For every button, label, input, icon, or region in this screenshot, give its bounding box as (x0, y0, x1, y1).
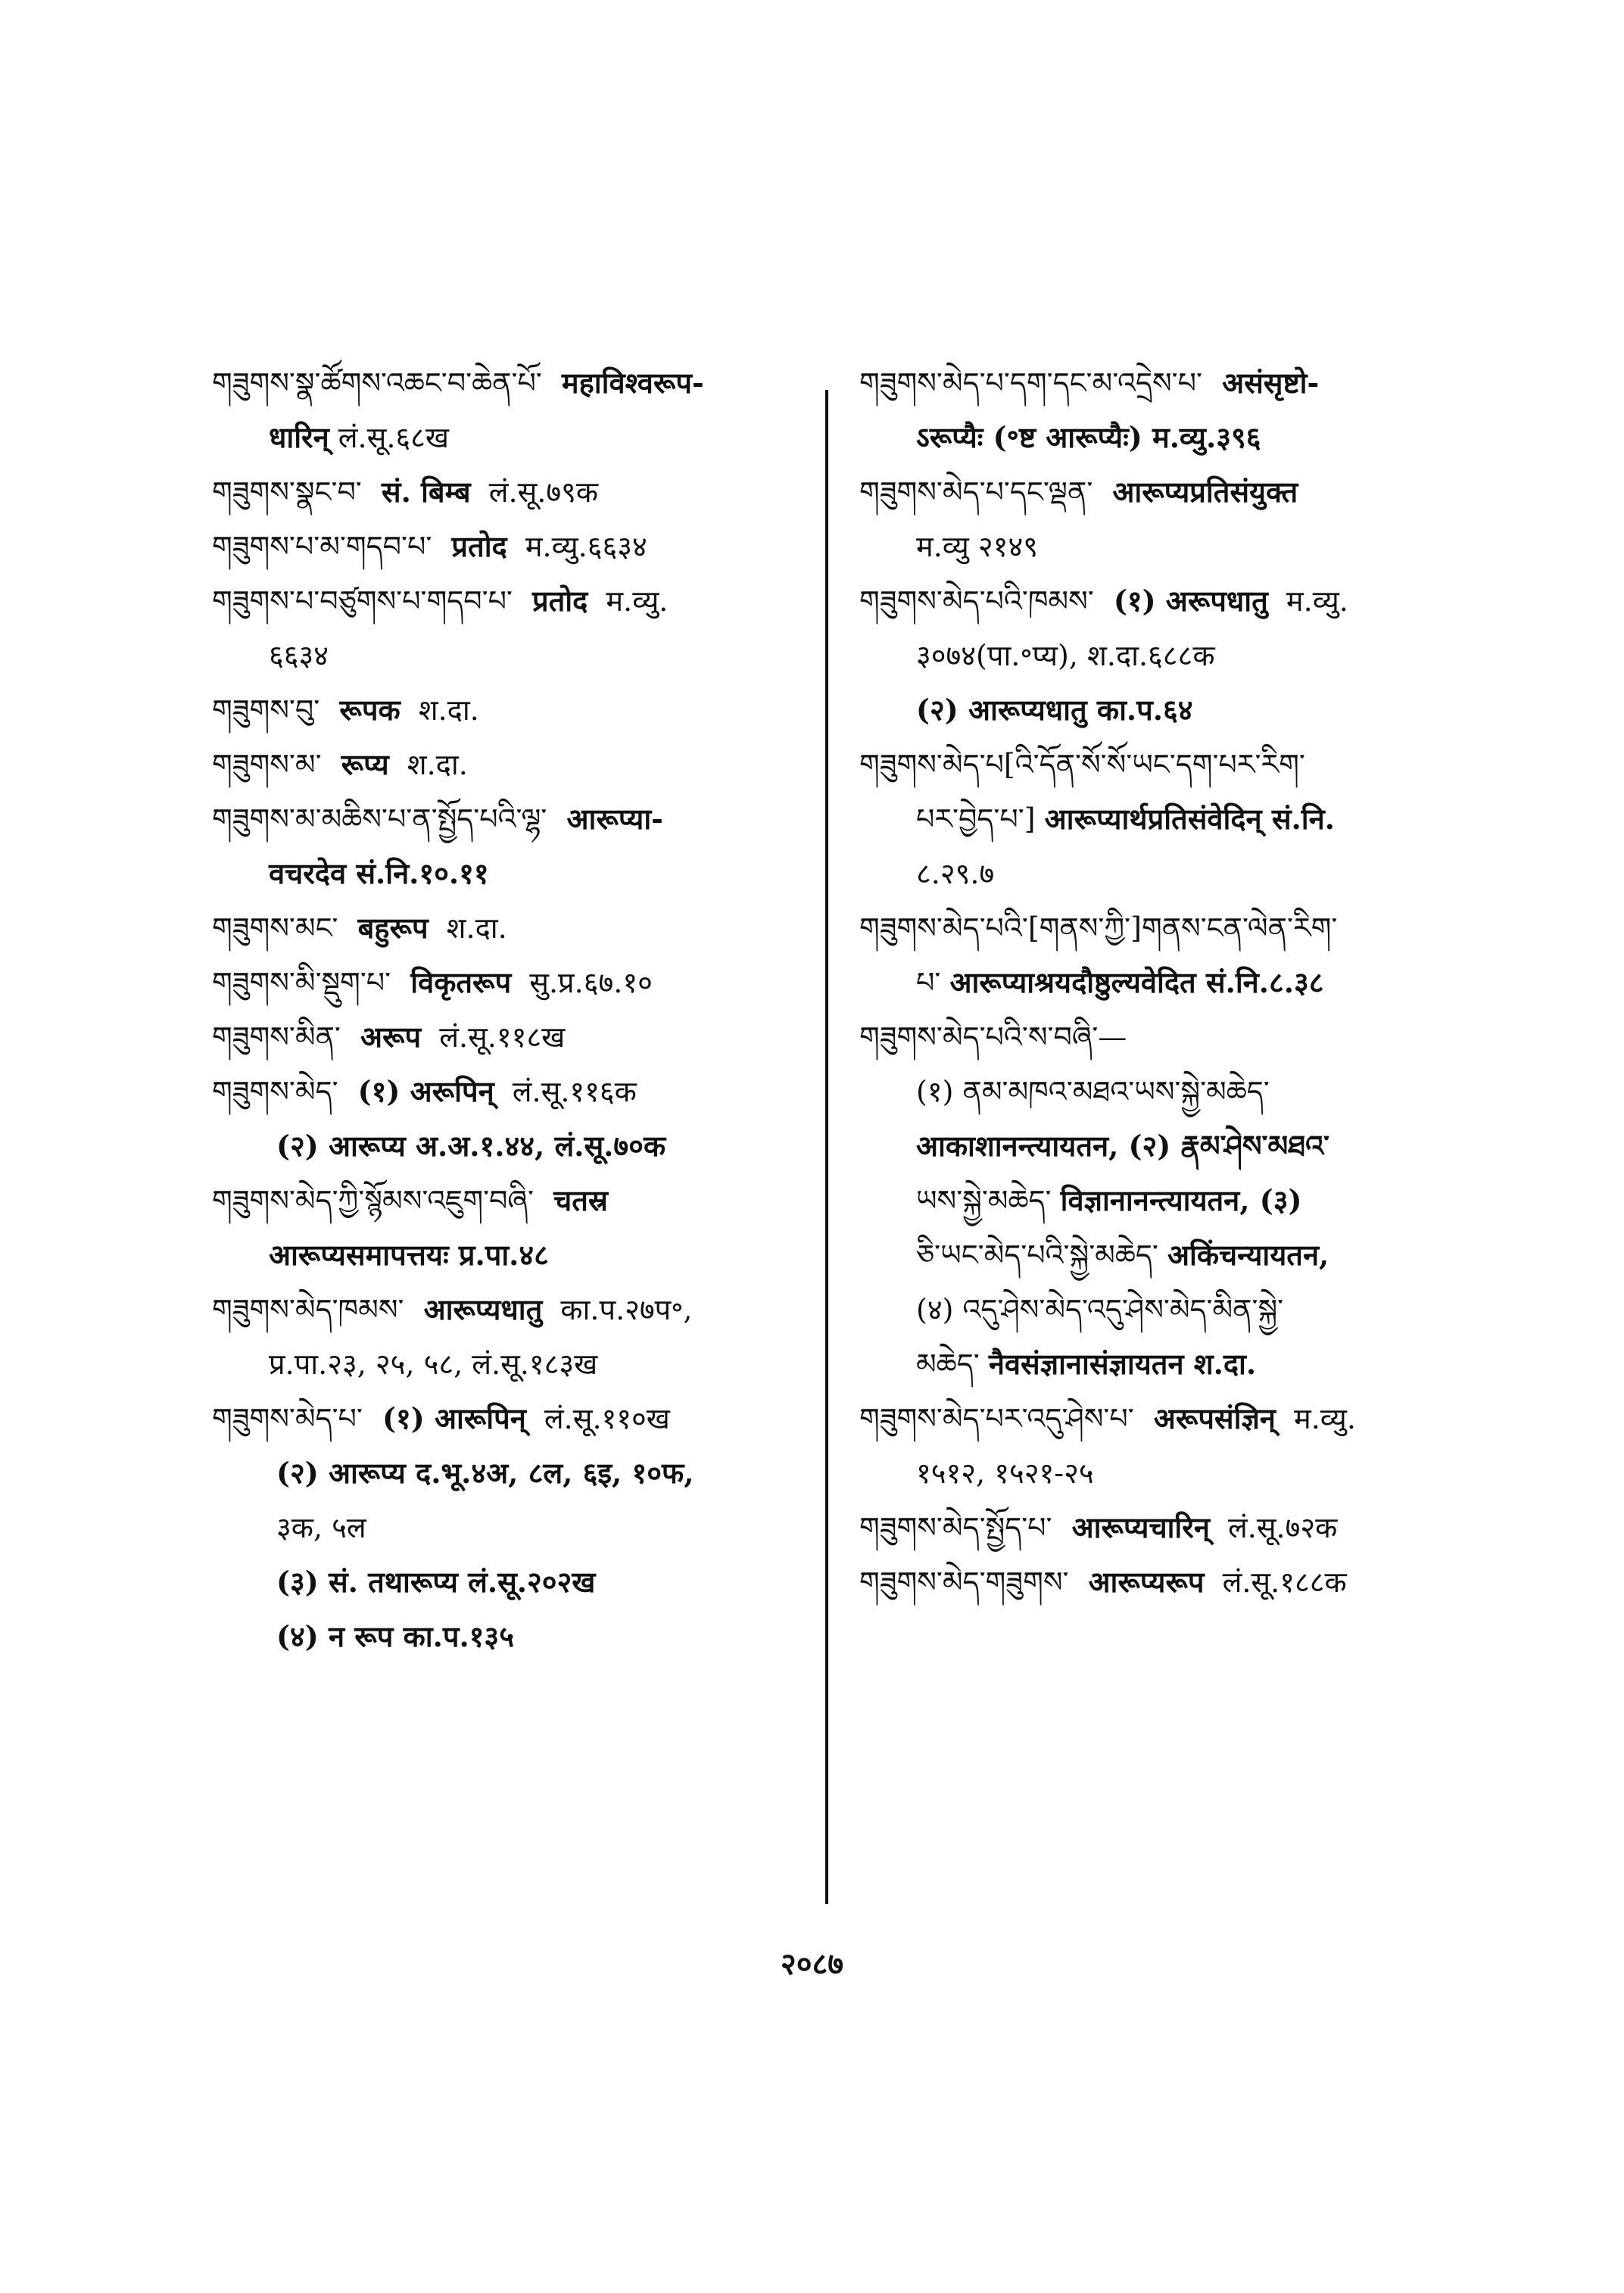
reference: म.व्यु.६६३४ (525, 530, 647, 563)
tibetan-headword: གཟུགས་པ་མ་གདབ་པ་ (212, 530, 432, 563)
entry-continuation: आरूप्यसमापत्तयः प्र.पा.४८ (269, 1238, 549, 1272)
entry-continuation: धारिन् लं.सू.६८ख (269, 420, 449, 454)
reference: म.व्यु. (606, 584, 669, 618)
entry (212, 465, 924, 519)
reference: श.दा. (407, 748, 468, 781)
sub-sense: (२) आरूप्य अ.अ.१.४४, लं.सू.७०क (276, 1129, 666, 1163)
sanskrit-equivalent: सं. बिम्ब (381, 475, 471, 509)
tibetan-headword: གཟུགས་མེད་པ[འི་དོན་སོ་སོ་ཡང་དག་པར་རིག་ (859, 748, 1305, 781)
tibetan-headword: གཟུགས་མ་ (212, 748, 322, 781)
sub-sense: ཡས་སྐྱེ་མཆེད་ विज्ञानानन्त्यायतन, (३) (916, 1183, 1302, 1217)
tibetan-headword: གཟུགས་མི་སྡུག་པ་ (212, 966, 391, 999)
entry (212, 1282, 924, 1391)
entry (212, 1173, 924, 1282)
right-column (859, 356, 1571, 1609)
entry-continuation: ऽरूप्यैः (॰ष्ट आरूप्यैः) म.व्यु.३९६ (916, 420, 1261, 454)
entry (212, 574, 924, 683)
sub-sense: ३क, ५ल (276, 1511, 366, 1544)
reference: लं.सू.७९क (488, 475, 599, 509)
entry-continuation: པར་བྱེད་པ་] आरूप्यार्थप्रतिसंवेदिन् सं.नि. (916, 802, 1335, 836)
sub-sense: (४) न रूप का.प.१३५ (276, 1619, 514, 1653)
sub-sense: आकाशानन्त्यायतन, (२) རྣམ་ཤེས་མཐའ་ (916, 1129, 1330, 1163)
sanskrit-equivalent: आरूप्यधातु (423, 1292, 543, 1326)
tibetan-headword: གཟུགས་མེད་པ་ (212, 1402, 363, 1435)
tibetan-headword: གཟུགས་མེད་པའི་ཁམས་ (859, 584, 1094, 618)
sub-sense: ཅི་ཡང་མེད་པའི་སྐྱེ་མཆེད་ अकिंचन्यायतन, (916, 1238, 1329, 1272)
sanskrit-equivalent: रूप्य (341, 747, 389, 781)
sanskrit-equivalent: आरूप्यरूप (1088, 1565, 1205, 1599)
tibetan-headword: གཟུགས་མེད་གཟུགས་ (859, 1566, 1069, 1599)
entry-continuation: ३०७४(पा.॰प्य), श.दा.६८८क (916, 639, 1215, 672)
entry (212, 1391, 924, 1664)
entry-continuation: པ་ आरूप्याश्रयदौष्ठुल्यवेदित सं.नि.८.३८ (916, 965, 1324, 999)
reference: श.दा. (418, 693, 479, 727)
tibetan-headword: གཟུགས་མེད་ཀྱི་སྙོམས་འཇུག་བཞི་ (212, 1184, 534, 1217)
entry-continuation: १५१२, १५२१-२५ (916, 1456, 1094, 1490)
tibetan-headword: གཟུགས་མིན་ (212, 1020, 341, 1054)
sanskrit-equivalent: विकृतरूप (410, 965, 512, 999)
sub-sense: (१) ནམ་མཁའ་མཐའ་ཡས་སྐྱེ་མཆེད་ (916, 1075, 1270, 1108)
entry (212, 356, 924, 465)
sanskrit-equivalent: अरूपसंज्ञिन् (1153, 1401, 1276, 1435)
sanskrit-equivalent: प्रतोद (532, 584, 588, 618)
sub-sense: (३) सं. तथारूप्य लं.सू.२०२ख (276, 1565, 596, 1599)
sanskrit-equivalent: (१) अरूपिन् (357, 1074, 494, 1108)
entry (859, 465, 1571, 574)
entry (859, 1391, 1571, 1500)
entry-continuation: म.व्यु २१४९ (916, 530, 1038, 563)
tibetan-headword: གཟུགས་མེད་ཁམས་ (212, 1293, 404, 1326)
sanskrit-equivalent: चतस्र (553, 1183, 608, 1217)
sanskrit-equivalent: (१) अरूपधातु (1113, 584, 1268, 618)
entry (212, 901, 924, 955)
left-column (212, 356, 924, 1664)
entry (859, 901, 1571, 1010)
entry (212, 519, 924, 574)
reference: सु.प्र.६७.१० (529, 966, 653, 999)
tibetan-headword: གཟུགས་སྣ་ཚོགས་འཆང་བ་ཆེན་པོ་ (212, 366, 542, 400)
column-divider (825, 390, 828, 1904)
tibetan-headword: གཟུགས་བུ་ (212, 693, 320, 727)
entry (859, 574, 1571, 737)
entry (212, 737, 924, 792)
entry (212, 1064, 924, 1173)
sub-sense: (२) आरूप्यधातु का.प.६४ (916, 693, 1193, 727)
entry-continuation: ८.२९.७ (916, 857, 995, 890)
tibetan-headword: གཟུགས་མེད་པ་དང་ལྡན་ (859, 475, 1093, 509)
tibetan-headword: གཟུགས་མ་མཆིས་པ་ན་སྤྱོད་པའི་ལྷ་ (212, 802, 547, 836)
tibetan-headword: གཟུགས་མང་ (212, 911, 338, 945)
entry (859, 737, 1571, 901)
entry (212, 683, 924, 737)
tibetan-headword: གཟུགས་མེད་པར་འདུ་ཤེས་པ་ (859, 1402, 1134, 1435)
tibetan-headword: གཟུགས་མེད་ (212, 1075, 338, 1108)
tibetan-headword: གཟུགས་མེད་པ་དག་དང་མ་འདྲེས་པ་ (859, 366, 1202, 400)
sanskrit-equivalent: आरूप्या- (566, 802, 663, 836)
reference: लं.सू.७२क (1228, 1511, 1338, 1544)
tibetan-headword: གཟུགས་པ་བཙུགས་པ་གདབ་པ་ (212, 584, 513, 618)
reference: लं.सू.११६क (512, 1075, 637, 1108)
reference: लं.सू.६८ख (338, 421, 449, 454)
entry (859, 1555, 1571, 1609)
sanskrit-equivalent: रूपक (339, 693, 401, 727)
reference: लं.सू.११८ख (439, 1020, 566, 1054)
sanskrit-equivalent: महाविश्वरूप- (561, 366, 704, 400)
sanskrit-equivalent: अरूप (360, 1020, 422, 1054)
sanskrit-equivalent: असंसृष्टो- (1222, 366, 1320, 400)
entry (212, 955, 924, 1010)
reference: लं.सू.१८८क (1222, 1566, 1347, 1599)
sanskrit-equivalent: आरूप्यप्रतिसंयुक्त (1112, 475, 1298, 509)
sanskrit-equivalent: आरूप्यचारिन् (1071, 1510, 1210, 1544)
tibetan-headword: གཟུགས་མེད་པའི་ས་བཞི་— (859, 1020, 1127, 1054)
entry (212, 1010, 924, 1064)
tibetan-headword: གཟུགས་མེད་པའི་[གནས་ཀྱི་]གནས་ངན་ལེན་རིག་ (859, 911, 1338, 945)
tibetan-headword: གཟུགས་མེད་སྤྱོད་པ་ (859, 1511, 1052, 1544)
sanskrit-equivalent: प्रतोद (451, 529, 507, 563)
page-number: २०८७ (780, 1946, 844, 1982)
entry-continuation: ६६३४ (269, 639, 329, 672)
sub-sense: མཆེད་ नैवसंज्ञानासंज्ञायतन श.दा. (916, 1347, 1257, 1381)
entry-continuation: प्र.पा.२३, २५, ५८, लं.सू.१८३ख (269, 1347, 598, 1381)
reference: म.व्यु. (1286, 584, 1348, 618)
entry (859, 1500, 1571, 1555)
sanskrit-equivalent: (१) आरूपिन् (382, 1401, 526, 1435)
reference: श.दा. (446, 911, 507, 945)
reference: लं.सू.११०ख (544, 1402, 670, 1435)
sub-sense: (४) འདུ་ཤེས་མེད་འདུ་ཤེས་མེད་མིན་སྐྱེ་ (916, 1293, 1284, 1326)
sub-sense: (२) आरूप्य द.भू.४अ, ८ल, ६इ, १०फ, (276, 1456, 694, 1490)
reference: म.व्यु. (1294, 1402, 1356, 1435)
entry (212, 792, 924, 901)
reference: का.प.२७प॰, (560, 1293, 693, 1326)
entry (859, 356, 1571, 465)
entry (859, 1010, 1571, 1391)
tibetan-headword: གཟུགས་སྣང་བ་ (212, 475, 362, 509)
sanskrit-equivalent: बहुरूप (357, 911, 429, 945)
entry-continuation: वचरदेव सं.नि.१०.११ (269, 856, 489, 890)
